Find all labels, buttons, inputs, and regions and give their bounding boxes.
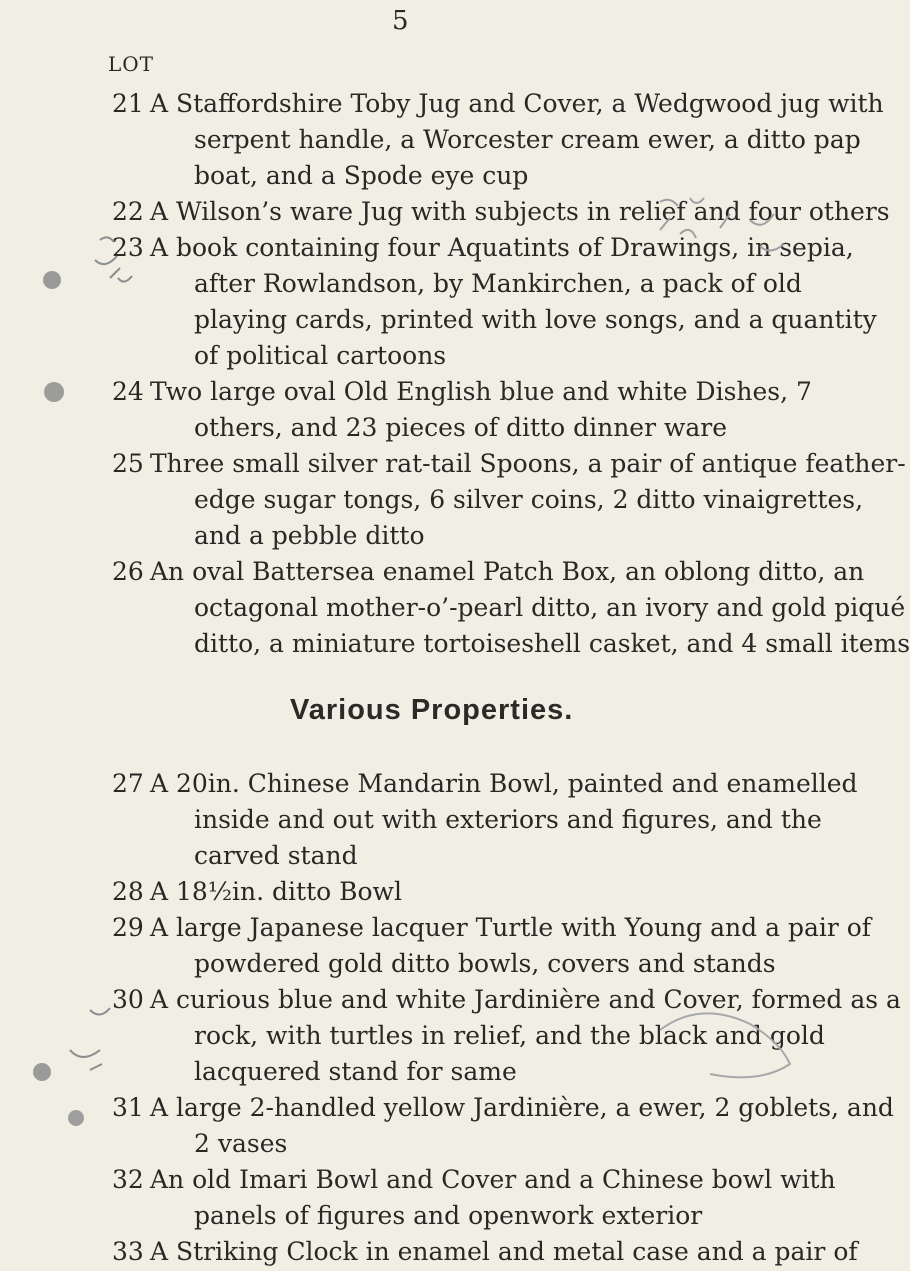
pencil-dot-icon (36, 372, 76, 412)
description-line: of political cartoons (194, 341, 447, 370)
page-number: 5 (392, 6, 410, 36)
description-line: A large Japanese lacquer Turtle with Young and a pair of (150, 913, 872, 942)
description-line: A 20in. Chinese Mandarin Bowl, painted and enamelled (150, 769, 858, 798)
pencil-margin-mark-icon (40, 230, 150, 310)
description-line: and a pebble ditto (194, 521, 425, 550)
lot-description (150, 1234, 858, 1270)
lot-description (150, 982, 901, 1090)
lot-description (150, 874, 740, 910)
lot-number: 22 (112, 197, 144, 226)
description-line: An old Imari Bowl and Cover and a Chinese bowl with (150, 1165, 836, 1194)
description-line: A curious blue and white Jardinière and Cover, formed as a (150, 985, 901, 1014)
lot-number: 33 (112, 1237, 144, 1266)
lot-number: 28 (112, 877, 144, 906)
lot-number: 31 (112, 1093, 144, 1122)
description-line: powdered gold ditto bowls, covers and stands (194, 949, 776, 978)
lot-description (150, 910, 872, 982)
section-heading: Various Properties. (290, 694, 574, 726)
description-line: A Striking Clock in enamel and metal case and a pair of (150, 1237, 858, 1266)
lot-number: 26 (112, 557, 144, 586)
lot-number: 29 (112, 913, 144, 942)
description-line: boat, and a Spode eye cup (194, 161, 529, 190)
lot-description (150, 446, 906, 554)
description-line: A book containing four Aquatints of Drawings, in sepia, (150, 233, 854, 262)
lot-number: 24 (112, 377, 144, 406)
description-line: panels of figures and openwork exterior (194, 1201, 703, 1230)
lot-description (150, 766, 858, 874)
description-line: ditto, a miniature tortoiseshell casket, and 4 small items (194, 629, 910, 658)
pencil-margin-mark-icon (30, 1010, 140, 1140)
lot-number: 25 (112, 449, 144, 478)
description-line: A Staffordshire Toby Jug and Cover, a Wedgwood jug with (150, 89, 884, 118)
description-line: after Rowlandson, by Mankirchen, a pack of old (194, 269, 802, 298)
description-line: edge sugar tongs, 6 silver coins, 2 ditto vinaigrettes, (194, 485, 864, 514)
lot-number: 23 (112, 233, 144, 262)
description-line: Two large oval Old English blue and white Dishes, 7 (150, 377, 812, 406)
lot-description (150, 86, 884, 194)
description-line: Three small silver rat-tail Spoons, a pair of antique feather- (150, 449, 906, 478)
lot-number: 27 (112, 769, 144, 798)
description-line: A large 2-handled yellow Jardinière, a ewer, 2 goblets, and (150, 1093, 894, 1122)
description-line: others, and 23 pieces of ditto dinner ware (194, 413, 728, 442)
description-line: carved stand (194, 841, 358, 870)
lot-description (150, 374, 812, 446)
description-line: lacquered stand for same (194, 1057, 517, 1086)
lot-column-header: LOT (108, 52, 155, 76)
description-line: A Wilson’s ware Jug with subjects in relief and four others (150, 197, 890, 226)
description-line: rock, with turtles in relief, and the black and gold (194, 1021, 825, 1050)
lot-description (150, 1090, 894, 1162)
lot-description (150, 554, 910, 662)
description-line: 2 vases (194, 1129, 288, 1158)
lot-description (150, 1162, 836, 1234)
description-line: inside and out with exteriors and figures, and the (194, 805, 822, 834)
lot-number: 30 (112, 985, 144, 1014)
pencil-annotation-icon (660, 1000, 800, 1080)
pencil-annotation-icon (640, 190, 800, 280)
description-line: An oval Battersea enamel Patch Box, an oblong ditto, an (150, 557, 865, 586)
description-line: A 18½in. ditto Bowl (150, 877, 402, 906)
lot-number: 32 (112, 1165, 144, 1194)
description-line: playing cards, printed with love songs, and a quantity (194, 305, 877, 334)
description-line: serpent handle, a Worcester cream ewer, a ditto pap (194, 125, 861, 154)
lot-number: 21 (112, 89, 144, 118)
description-line: octagonal mother-o’-pearl ditto, an ivory and gold piqué (194, 593, 906, 622)
